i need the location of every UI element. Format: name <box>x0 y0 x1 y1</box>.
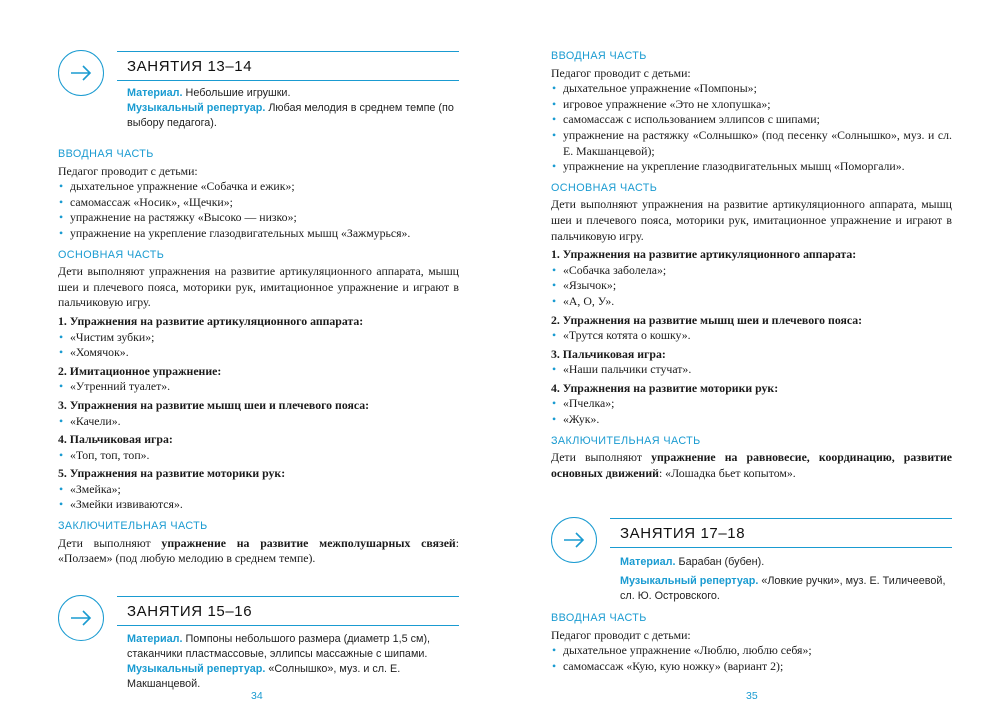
list-item: • «Змейка»; <box>58 482 459 498</box>
intro-text: Педагог проводит с детьми: <box>551 65 691 80</box>
list-item: • «Утренний туалет». <box>58 379 459 395</box>
group-title: 3. Упражнения на развитие мышц шеи и плечевого пояса: <box>58 397 370 412</box>
lesson-title: ЗАНЯТИЯ 13–14 <box>127 58 253 75</box>
lesson-title: ЗАНЯТИЯ 17–18 <box>620 525 746 542</box>
page-number: 35 <box>746 690 758 702</box>
intro-text: Педагог проводит с детьми: <box>58 163 198 178</box>
music-line: Музыкальный репертуар. Любая мелодия в среднем темпе (по выбору педагога). <box>127 102 454 129</box>
group-title: 2. Упражнения на развитие мышц шеи и плечевого пояса: <box>551 312 863 327</box>
final-heading: ЗАКЛЮЧИТЕЛЬНАЯ ЧАСТЬ <box>58 520 208 533</box>
title-rule-top <box>117 596 459 597</box>
intro-list <box>551 643 952 674</box>
intro-heading: ВВОДНАЯ ЧАСТЬ <box>58 148 154 160</box>
main-text: Дети выполняют упражнения на развитие артикуляционного аппарата, мышц шеи и плечевого пояса, моторики рук, имитационное упражнение и играют в пальчиковую игру. <box>551 197 952 243</box>
material-line: Материал. Барабан (бубен). <box>620 556 765 568</box>
list-item: • упражнение на укрепление глазодвигательных мышц «Поморгали». <box>551 159 952 175</box>
intro-heading: ВВОДНАЯ ЧАСТЬ <box>551 612 647 624</box>
lesson-meta <box>127 632 459 692</box>
list-item: • «Собачка заболела»; <box>551 263 952 279</box>
list-item: • «Пчелка»; <box>551 396 952 412</box>
intro-list <box>58 179 459 241</box>
final-heading: ЗАКЛЮЧИТЕЛЬНАЯ ЧАСТЬ <box>551 434 701 447</box>
title-rule-bottom <box>117 625 459 626</box>
right-page <box>500 0 1000 725</box>
group-title: 4. Упражнения на развитие моторики рук: <box>551 380 779 395</box>
list-item: • «Хомячок». <box>58 345 459 361</box>
arrow-right-icon <box>58 50 104 96</box>
page-number: 34 <box>251 690 263 702</box>
list-item: • упражнение на укрепление глазодвигательных мышц «Зажмурься». <box>58 226 459 242</box>
list-item: • «Качели». <box>58 414 459 430</box>
arrow-right-icon <box>58 595 104 641</box>
main-text: Дети выполняют упражнения на развитие артикуляционного аппарата, мышц шеи и плечевого пояса, моторики рук, имитационное упражнение и играют в пальчиковую игру. <box>58 264 459 310</box>
list-item: • дыхательное упражнение «Люблю, люблю себя»; <box>551 643 952 659</box>
list-item: • дыхательное упражнение «Помпоны»; <box>551 81 952 97</box>
list-item: • «А, О, У». <box>551 294 952 310</box>
title-rule-top <box>610 518 952 519</box>
list-item: • «Топ, топ, топ». <box>58 448 459 464</box>
list-item: • «Чистим зубки»; <box>58 330 459 346</box>
group-title: 3. Пальчиковая игра: <box>551 346 666 361</box>
list-item: • «Язычок»; <box>551 278 952 294</box>
group-title: 1. Упражнения на развитие артикуляционного аппарата: <box>58 313 364 328</box>
list-item: • упражнение на растяжку «Солнышко» (под песенку «Солнышко», муз. и сл. Е. Макшанцевой); <box>551 128 952 159</box>
lesson-meta <box>127 86 459 131</box>
main-heading: ОСНОВНАЯ ЧАСТЬ <box>551 181 658 194</box>
final-text: Дети выполняют упражнение на развитие межполушарных связей: «Ползаем» (под любую мелодию в среднем темпе). <box>58 535 460 566</box>
group-title: 5. Упражнения на развитие моторики рук: <box>58 466 286 481</box>
intro-list <box>551 81 952 175</box>
material-line: Материал. Небольшие игрушки. <box>127 87 291 99</box>
lesson-meta <box>620 555 952 604</box>
title-rule-bottom <box>117 80 459 81</box>
list-item: • самомассаж «Носик», «Щечки»; <box>58 195 459 211</box>
lesson-13-14-body <box>58 147 459 567</box>
group-title: 2. Имитационное упражнение: <box>58 363 222 378</box>
list-item: • «Трутся котята о кошку». <box>551 328 952 344</box>
title-rule-bottom <box>610 547 952 548</box>
title-rule-top <box>117 51 459 52</box>
final-text: Дети выполняют упражнение на равновесие, координацию, развитие основных движений: «Лошадка бьет копытом». <box>551 450 952 480</box>
list-item: • упражнение на растяжку «Высоко — низко»; <box>58 210 459 226</box>
list-item: • «Змейки извиваются». <box>58 497 459 513</box>
lesson-title: ЗАНЯТИЯ 15–16 <box>127 603 253 620</box>
group-title: 1. Упражнения на развитие артикуляционного аппарата: <box>551 247 857 262</box>
list-item: • самомассаж «Кую, кую ножку» (вариант 2); <box>551 659 952 675</box>
music-line: Музыкальный репертуар. «Ловкие ручки», муз. Е. Тиличеевой, сл. Ю. Островского. <box>620 575 946 602</box>
list-item: • «Наши пальчики стучат». <box>551 362 952 378</box>
intro-heading: ВВОДНАЯ ЧАСТЬ <box>551 50 647 62</box>
lesson-15-16-body <box>551 49 952 481</box>
intro-text: Педагог проводит с детьми: <box>551 627 691 642</box>
arrow-right-icon <box>551 517 597 563</box>
material-line: Материал. Помпоны небольшого размера (диаметр 1,5 см), стаканчики пластмассовые, эллипсы массажные с шипами. <box>127 633 431 660</box>
list-item: • игровое упражнение «Это не хлопушка»; <box>551 97 952 113</box>
music-line: Музыкальный репертуар. «Солнышко», муз. и сл. Е. Макшанцевой. <box>127 663 401 690</box>
list-item: • дыхательное упражнение «Собачка и ежик»; <box>58 179 459 195</box>
lesson-17-18-body <box>551 611 952 674</box>
main-heading: ОСНОВНАЯ ЧАСТЬ <box>58 248 165 261</box>
list-item: • «Жук». <box>551 412 952 428</box>
group-title: 4. Пальчиковая игра: <box>58 432 173 447</box>
list-item: • самомассаж с использованием эллипсов с шипами; <box>551 112 952 128</box>
